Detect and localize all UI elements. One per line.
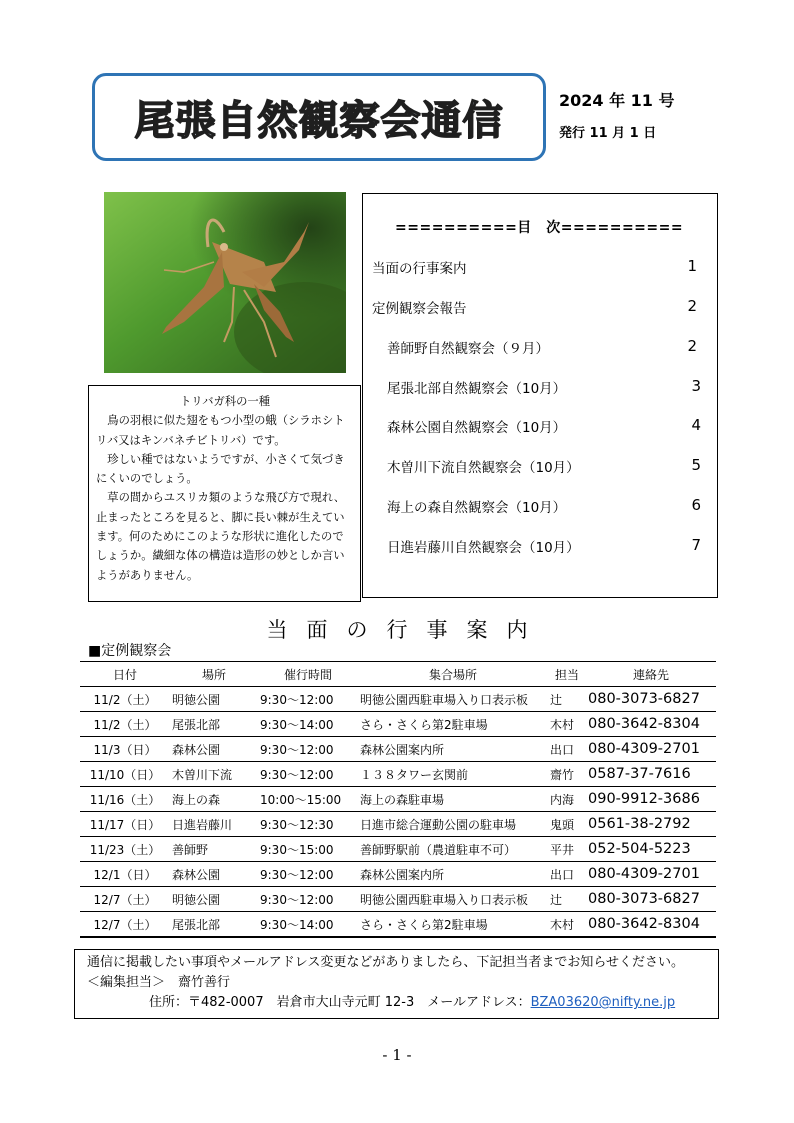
event-date: 11/23（土） [80,837,170,862]
event-contact: 080-3073-6827 [586,887,716,912]
table-of-contents [362,193,718,598]
newsletter-title: 尾張自然観察会通信 [134,97,504,144]
table-row [80,762,716,787]
toc-item[interactable] [363,536,717,558]
event-place: 森林公園 [170,862,258,887]
column-header: 担当 [548,662,586,687]
event-contact: 080-3642-8304 [586,912,716,938]
caption-title: トリバガ科の一種 [179,395,271,408]
event-time: 9:30～12:30 [258,812,358,837]
toc-item-page: 2 [687,297,697,315]
moth-photo [104,192,346,373]
issue-number: 2024 年 11 号 [559,91,675,110]
toc-item-page: 4 [691,416,701,434]
event-place: 日進岩藤川 [170,812,258,837]
event-date: 12/1（日） [80,862,170,887]
events-heading: 当面の行事案内 [266,618,547,642]
newsletter-title-box [92,73,546,161]
event-date: 12/7（土） [80,912,170,938]
event-meeting-point: さら・さくら第2駐車場 [358,712,548,737]
column-header: 集合場所 [358,662,548,687]
caption-paragraph: 鳥の羽根に似た翅をもつ小型の蛾（シラホシトリバ又はキンバネチビトリバ）です。 [96,414,345,447]
event-leader: 辻 [548,887,586,912]
table-row [80,737,716,762]
event-place: 海上の森 [170,787,258,812]
toc-item-page: 3 [691,377,701,395]
page-number: - 1 - [382,1046,412,1064]
toc-heading: ==========目 次========== [395,220,684,236]
toc-item[interactable] [363,496,717,518]
event-time: 9:30～12:00 [258,762,358,787]
table-row [80,837,716,862]
events-table [80,661,716,938]
toc-item-title: 尾張北部自然観察会（10月） [387,381,567,397]
event-leader: 齋竹 [548,762,586,787]
event-leader: 出口 [548,862,586,887]
event-contact: 090-9912-3686 [586,787,716,812]
event-leader: 出口 [548,737,586,762]
column-header: 日付 [80,662,170,687]
caption-paragraph: 珍しい種ではないようですが、小さくて気づきにくいのでしょう。 [96,452,345,486]
caption-paragraph: 草の間からユスリカ類のような飛び方で現れ、止まったところを見ると、脚に長い棘が生えています。何のためにこのような形状に進化したのでしょうか。繊細な体の構造は造形の妙としか言いようがありません。 [96,491,346,582]
event-contact: 080-4309-2701 [586,737,716,762]
toc-item-title: 定例観察会報告 [372,301,467,317]
event-time: 9:30～15:00 [258,837,358,862]
toc-item[interactable] [363,257,717,279]
event-meeting-point: １３８タワー玄関前 [358,762,548,787]
event-meeting-point: 善師野駅前（農道駐車不可） [358,837,548,862]
contact-notice [74,949,719,1019]
toc-item[interactable] [363,297,717,319]
notice-address: 住所：〒482-0007 岩倉市大山寺元町 12-3 メールアドレス： [149,995,531,1010]
toc-item-title: 森林公園自然観察会（10月） [387,420,567,436]
event-meeting-point: 森林公園案内所 [358,862,548,887]
toc-item-title: 当面の行事案内 [372,261,467,277]
event-contact: 080-4309-2701 [586,862,716,887]
event-time: 9:30～12:00 [258,687,358,712]
event-time: 9:30～12:00 [258,887,358,912]
event-time: 9:30～12:00 [258,862,358,887]
event-time: 9:30～14:00 [258,912,358,938]
table-header-row [80,662,716,687]
toc-item-page: 5 [691,456,701,474]
notice-text: 通信に掲載したい事項やメールアドレス変更などがありましたら、下記担当者までお知らせください。 [87,955,684,970]
table-row [80,787,716,812]
event-place: 尾張北部 [170,912,258,938]
event-leader: 木村 [548,912,586,938]
event-leader: 鬼頭 [548,812,586,837]
column-header: 場所 [170,662,258,687]
table-row [80,812,716,837]
toc-item-page: 1 [687,257,697,275]
issue-date: 発行 11 月 1 日 [559,126,657,141]
event-meeting-point: 明徳公園西駐車場入り口表示板 [358,887,548,912]
event-place: 明徳公園 [170,687,258,712]
toc-item-page: 2 [687,337,697,355]
event-contact: 080-3642-8304 [586,712,716,737]
toc-item-title: 日進岩藤川自然観察会（10月） [387,540,580,556]
event-place: 善師野 [170,837,258,862]
toc-item-title: 善師野自然観察会（９月） [387,341,549,357]
event-place: 尾張北部 [170,712,258,737]
event-date: 11/2（土） [80,712,170,737]
event-leader: 平井 [548,837,586,862]
column-header: 催行時間 [258,662,358,687]
event-date: 11/3（日） [80,737,170,762]
event-date: 12/7（土） [80,887,170,912]
event-meeting-point: 明徳公園西駐車場入り口表示板 [358,687,548,712]
event-contact: 0561-38-2792 [586,812,716,837]
photo-caption [88,385,361,602]
event-meeting-point: 森林公園案内所 [358,737,548,762]
event-date: 11/2（土） [80,687,170,712]
toc-item[interactable] [363,377,717,399]
table-row [80,887,716,912]
toc-item[interactable] [363,416,717,438]
event-place: 森林公園 [170,737,258,762]
event-contact: 052-504-5223 [586,837,716,862]
toc-item[interactable] [363,456,717,478]
event-meeting-point: 海上の森駐車場 [358,787,548,812]
table-row [80,712,716,737]
table-row [80,862,716,887]
event-leader: 辻 [548,687,586,712]
event-leader: 内海 [548,787,586,812]
event-place: 木曽川下流 [170,762,258,787]
event-date: 11/17（日） [80,812,170,837]
event-time: 9:30～14:00 [258,712,358,737]
notice-editor: ＜編集担当＞ 齋竹善行 [87,975,231,990]
email-link[interactable]: BZA03620@nifty.ne.jp [530,995,676,1010]
event-date: 11/16（土） [80,787,170,812]
table-row [80,912,716,938]
toc-item-title: 木曽川下流自然観察会（10月） [387,460,580,476]
event-contact: 080-3073-6827 [586,687,716,712]
event-date: 11/10（日） [80,762,170,787]
event-meeting-point: さら・さくら第2駐車場 [358,912,548,938]
table-row [80,687,716,712]
toc-item[interactable] [363,337,717,359]
event-place: 明徳公園 [170,887,258,912]
event-leader: 木村 [548,712,586,737]
toc-item-page: 6 [691,496,701,514]
event-time: 10:00～15:00 [258,787,358,812]
toc-item-page: 7 [691,536,701,554]
table-caption: ■定例観察会 [88,643,172,659]
event-meeting-point: 日進市総合運動公園の駐車場 [358,812,548,837]
event-contact: 0587-37-7616 [586,762,716,787]
toc-item-title: 海上の森自然観察会（10月） [387,500,567,516]
column-header: 連絡先 [586,662,716,687]
event-time: 9:30～12:00 [258,737,358,762]
